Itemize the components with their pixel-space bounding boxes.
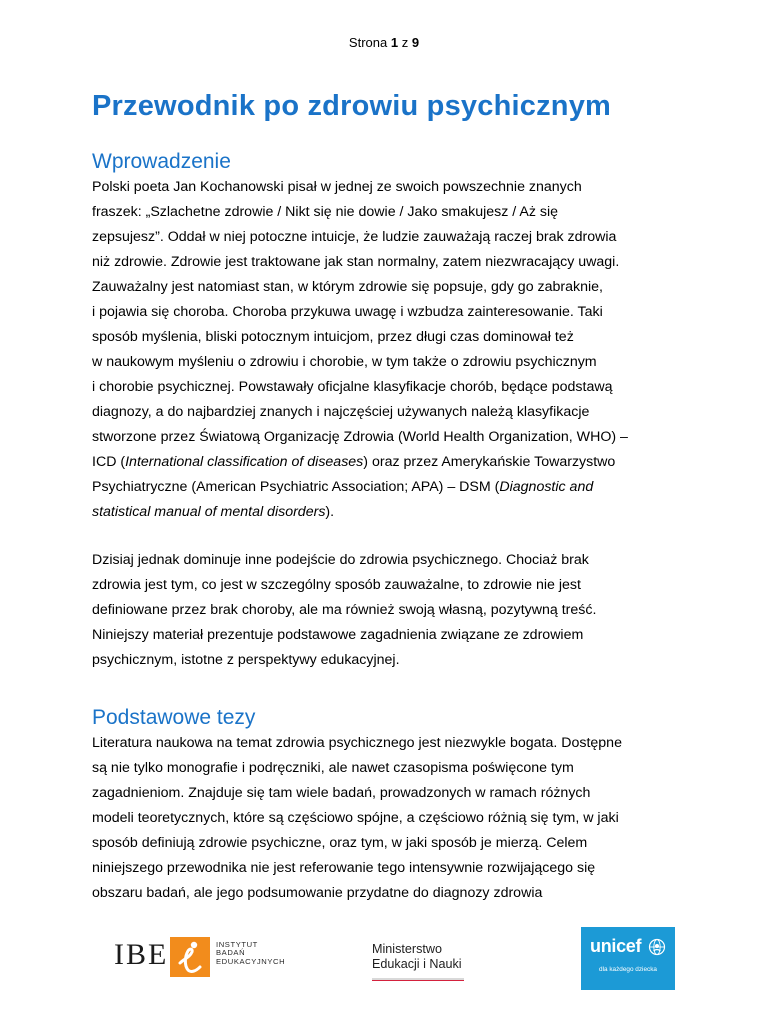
text-line-dsm [92,475,682,500]
text-line: modeli teoretycznych, które są częściowo spójne, a częściowo różnią się tym, w jaki [92,810,619,826]
ministry-name-line: Ministerstwo [372,942,442,956]
text-line: zepsujesz”. Oddał w niej potoczne intuicje, że ludzie zauważają raczej brak zdrowia [92,229,617,245]
text-line: diagnozy, a do najbardziej znanych i najczęściej używanych należą klasyfikacje [92,404,590,420]
flag-red-stripe [372,980,464,982]
icd-before: ICD ( [92,454,126,470]
ibe-name-line: BADAŃ [216,948,246,958]
text-line: definiowane przez brak choroby, ale ma również swoją własną, pozytywną treść. [92,602,597,618]
text-line: w naukowym myśleniu o zdrowiu i chorobie, w tym także o zdrowiu psychicznym [92,354,597,370]
document-body [92,88,682,906]
text-line: fraszek: „Szlachetne zdrowie / Nikt się nie dowie / Jako smakujesz / Aż się [92,204,559,220]
text-line: niniejszego przewodnika nie jest referowanie tego intensywnie rozwijającego się [92,860,596,876]
text-line: i chorobie psychicznej. Powstawały oficjalne klasyfikacje chorób, będące podstawą [92,379,613,395]
ministry-logo [372,942,462,972]
text-line: zdrowia jest tym, co jest w szczególny sposób zauważalne, to zdrowie nie jest [92,577,581,593]
text-line: sposób myślenia, bliski potocznym intuicjom, przez długi czas dominował też [92,329,574,345]
unicef-globe-icon [648,938,666,961]
text-line: Zauważalny jest natomiast stan, w którym zdrowie się popsuje, gdy go zabraknie, [92,279,603,295]
page-separator: z [401,35,409,50]
paragraph-intro-2 [92,548,682,673]
paragraph-intro-1 [92,175,682,525]
dsm-title-part2: statistical manual of mental disorders [92,504,326,520]
document-title: Przewodnik po zdrowiu psychicznym [92,90,612,122]
unicef-tagline: dla każdego dziecka [599,966,657,973]
text-line: są nie tylko monografie i podręczniki, ale nawet czasopisma poświęcone tym [92,760,574,776]
ibe-logo-name [216,941,285,966]
icd-after: ) oraz przez Amerykańskie Towarzystwo [363,454,616,470]
dsm-before: Psychiatryczne (American Psychiatric Association; APA) – DSM ( [92,479,500,495]
text-line: Dzisiaj jednak dominuje inne podejście do zdrowia psychicznego. Chociaż brak [92,552,589,568]
text-line: niż zdrowie. Zdrowie jest traktowane jak stan normalny, zatem niezwracający uwagi. [92,254,620,270]
ministry-flag-bar [372,978,464,981]
ibe-name-line: EDUKACYJNYCH [216,956,286,966]
section-heading-basics: Podstawowe tezy [92,706,256,729]
unicef-wordmark: unicef [590,936,642,956]
paragraph-basics-1 [92,731,682,906]
page-number [0,35,768,51]
page-total: 9 [411,35,420,50]
page-current: 1 [390,35,399,50]
ibe-name-line: INSTYTUT [216,940,258,949]
dsm-title-part1: Diagnostic and [499,479,594,495]
text-line: sposób definiują zdrowie psychiczne, oraz tym, w jaki sposób je mierzą. Celem [92,835,588,851]
ministry-name-line: Edukacji i Nauki [372,957,462,971]
page-prefix: Strona [348,35,388,50]
text-line: Polski poeta Jan Kochanowski pisał w jednej ze swoich powszechnie znanych [92,179,582,195]
text-line: obszaru badań, ale jego podsumowanie przydatne do diagnozy zdrowia [92,885,543,901]
dsm-after: ). [325,504,335,520]
section-heading-intro: Wprowadzenie [92,150,231,173]
text-line: zagadnieniom. Znajduje się tam wiele badań, prowadzonych w ramach różnych [92,785,591,801]
text-line-icd [92,450,682,475]
ibe-logo-text: IBE [114,938,169,971]
text-line-dsm-end [92,500,682,525]
text-line: stworzone przez Światową Organizację Zdrowia (World Health Organization, WHO) – [92,429,628,445]
text-line: psychicznym, istotne z perspektywy edukacyjnej. [92,652,400,668]
text-line: Niniejszy materiał prezentuje podstawowe zagadnienia związane ze zdrowiem [92,627,584,643]
icd-title: International classification of diseases [125,454,364,470]
text-line: Literatura naukowa na temat zdrowia psychicznego jest niezwykle bogata. Dostępne [92,735,622,751]
text-line: i pojawia się choroba. Choroba przykuwa uwagę i wzbudza zainteresowanie. Taki [92,304,603,320]
ibe-logo-icon [170,937,210,977]
unicef-logo [581,927,675,990]
